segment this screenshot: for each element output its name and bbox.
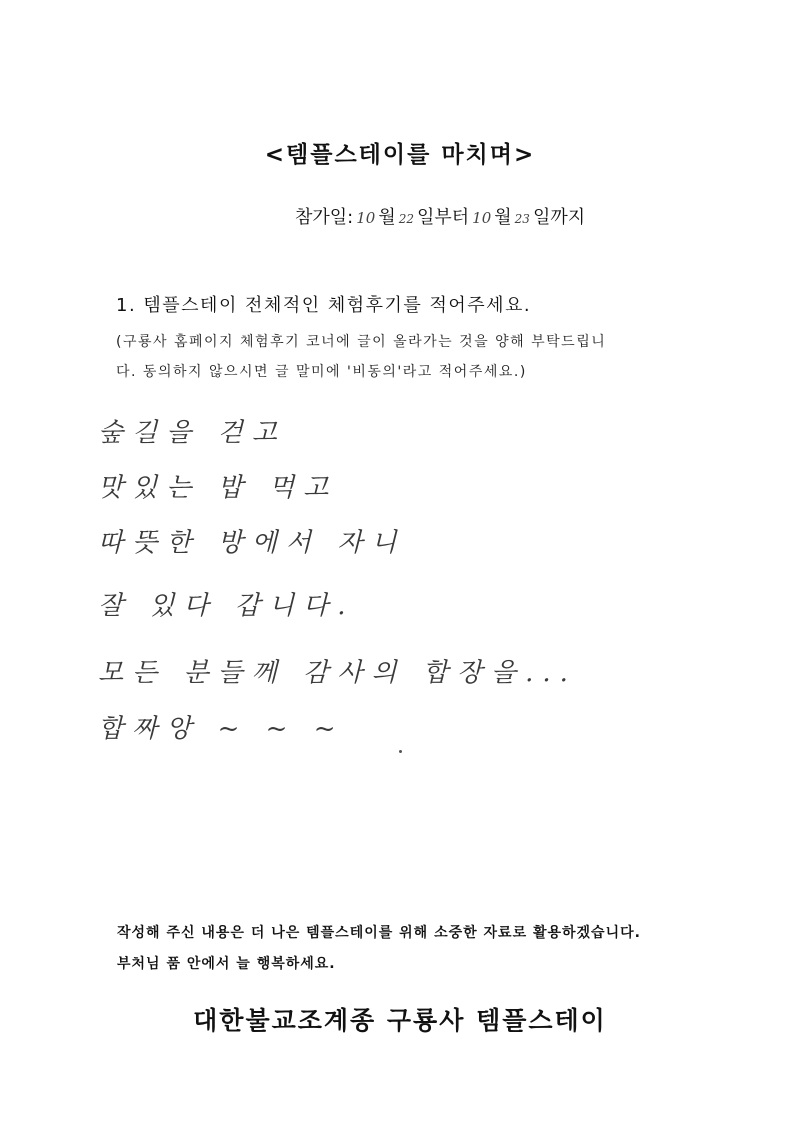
question-title: 1. 템플스테이 전체적인 체험후기를 적어주세요. [116,295,532,316]
handwritten-line: 모든 분들께 감사의 합장을... [98,658,577,688]
question-note-line-1: (구룡사 홈페이지 체험후기 코너에 글이 올라가는 것을 양해 부탁드립니 [116,334,607,350]
start-day-handwritten: 22 [398,212,414,226]
end-day-handwritten: 23 [514,212,530,226]
page-title: <템플스테이를 마치며> [264,142,536,168]
handwritten-line: 합짜앙 ~ ~ ~ [98,714,345,744]
end-month-handwritten: 10 [472,209,492,227]
start-month-handwritten: 10 [356,209,376,227]
participation-dates [295,203,585,229]
month-label: 월 [378,207,396,228]
organization-name: 대한불교조계종 구룡사 템플스테이 [193,1006,607,1035]
question-note-line-2: 다. 동의하지 않으시면 글 말미에 '비동의'라고 적어주세요.) [116,364,527,380]
handwritten-line: 따뜻한 방에서 자니 [98,528,406,558]
footer-thanks: 작성해 주신 내용은 더 나은 템플스테이를 위해 소중한 자료로 활용하겠습니다. [117,925,641,941]
ink-dot [399,750,402,753]
until-label: 일까지 [532,207,586,228]
handwritten-line: 잘 있다 갑니다. [98,591,355,621]
footer-blessing: 부처님 품 안에서 늘 행복하세요. [117,956,336,972]
participation-label: 참가일: [295,207,354,228]
month-label: 월 [494,207,512,228]
from-label: 일부터 [417,207,470,228]
handwritten-line: 숲길을 걷고 [98,418,286,448]
handwritten-line: 맛있는 밥 먹고 [98,473,338,503]
